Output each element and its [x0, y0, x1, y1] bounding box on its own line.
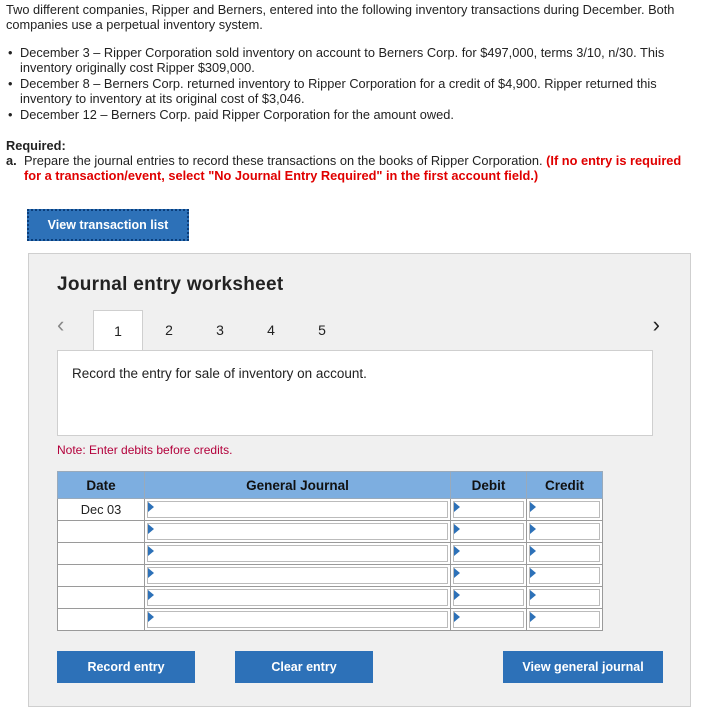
list-item-text: December 3 – Ripper Corporation sold inventory on account to Berners Corp. for $497,000, terms 3/10, n/30. This inventory originally cost Ripper $309,000. [20, 45, 665, 75]
journal-entry-worksheet [28, 253, 691, 707]
account-cell [145, 587, 451, 609]
tab-1[interactable]: 1 [93, 310, 143, 351]
credit-input[interactable] [529, 501, 600, 518]
requirement-instruction: Prepare the journal entries to record these transactions on the books of Ripper Corporation. [24, 153, 543, 168]
credit-cell [527, 609, 603, 631]
credit-cell [527, 543, 603, 565]
debit-cell [451, 543, 527, 565]
debit-cell [451, 565, 527, 587]
bullet-icon: • [8, 45, 13, 60]
tab-3[interactable]: 3 [216, 322, 224, 338]
debit-input[interactable] [453, 567, 524, 584]
credit-input[interactable] [529, 523, 600, 540]
table-row [58, 521, 603, 543]
column-header-date: Date [58, 472, 145, 499]
view-transaction-list-button[interactable]: View transaction list [27, 209, 189, 241]
credit-cell [527, 565, 603, 587]
debit-input[interactable] [453, 589, 524, 606]
account-cell [145, 543, 451, 565]
bullet-icon: • [8, 76, 13, 91]
table-row [58, 543, 603, 565]
clear-entry-button[interactable]: Clear entry [235, 651, 373, 683]
requirement-a [6, 153, 696, 183]
account-cell [145, 499, 451, 521]
debit-input[interactable] [453, 501, 524, 518]
column-header-debit: Debit [451, 472, 527, 499]
tab-2[interactable]: 2 [165, 322, 173, 338]
account-select[interactable] [147, 611, 448, 628]
chevron-right-icon[interactable]: › [652, 312, 660, 337]
view-general-journal-button[interactable]: View general journal [503, 651, 663, 683]
credit-cell [527, 587, 603, 609]
list-item-text: December 12 – Berners Corp. paid Ripper Corporation for the amount owed. [20, 107, 454, 122]
list-item [8, 76, 698, 106]
account-cell [145, 565, 451, 587]
credit-cell [527, 499, 603, 521]
problem-intro: Two different companies, Ripper and Berners, entered into the following inventory transactions during December. Both companies use a perpetual inventory system. [6, 2, 675, 32]
list-item-text: December 8 – Berners Corp. returned inventory to Ripper Corporation for a credit of $4,900. Ripper returned this inventory to inventory at its original cost of $3,046. [20, 76, 657, 106]
required-heading: Required: [6, 138, 66, 153]
debit-cell [451, 609, 527, 631]
chevron-left-icon[interactable]: ‹ [57, 312, 65, 337]
account-select[interactable] [147, 523, 448, 540]
entry-note: Note: Enter debits before credits. [57, 443, 233, 457]
credit-input[interactable] [529, 567, 600, 584]
tab-4[interactable]: 4 [267, 322, 275, 338]
table-row [58, 565, 603, 587]
tab-5[interactable]: 5 [318, 322, 326, 338]
requirement-warning: (If no entry is required for a transaction/event, select "No Journal Entry Required" in the first account field.) [24, 153, 682, 183]
account-select[interactable] [147, 589, 448, 606]
account-select[interactable] [147, 501, 448, 518]
debit-cell [451, 587, 527, 609]
debit-input[interactable] [453, 523, 524, 540]
debit-cell [451, 521, 527, 543]
worksheet-title: Journal entry worksheet [57, 274, 284, 295]
column-header-general-journal: General Journal [145, 472, 451, 499]
debit-input[interactable] [453, 611, 524, 628]
account-select[interactable] [147, 545, 448, 562]
date-cell [58, 565, 145, 587]
list-item [8, 45, 698, 75]
column-header-credit: Credit [527, 472, 603, 499]
requirement-label: a. [6, 153, 17, 168]
record-entry-button[interactable]: Record entry [57, 651, 195, 683]
debit-cell [451, 499, 527, 521]
entry-prompt: Record the entry for sale of inventory on account. [72, 366, 367, 381]
journal-table [57, 471, 603, 631]
date-cell [58, 609, 145, 631]
credit-cell [527, 521, 603, 543]
debit-input[interactable] [453, 545, 524, 562]
credit-input[interactable] [529, 611, 600, 628]
credit-input[interactable] [529, 589, 600, 606]
date-cell: Dec 03 [58, 499, 145, 521]
table-row [58, 609, 603, 631]
date-cell [58, 543, 145, 565]
requirement-text [24, 153, 696, 183]
account-select[interactable] [147, 567, 448, 584]
transaction-list [8, 45, 698, 123]
account-cell [145, 521, 451, 543]
entry-prompt-box [57, 350, 653, 436]
date-cell [58, 521, 145, 543]
date-cell [58, 587, 145, 609]
credit-input[interactable] [529, 545, 600, 562]
table-row [58, 499, 603, 521]
bullet-icon: • [8, 107, 13, 122]
account-cell [145, 609, 451, 631]
table-row [58, 587, 603, 609]
list-item [8, 107, 698, 122]
